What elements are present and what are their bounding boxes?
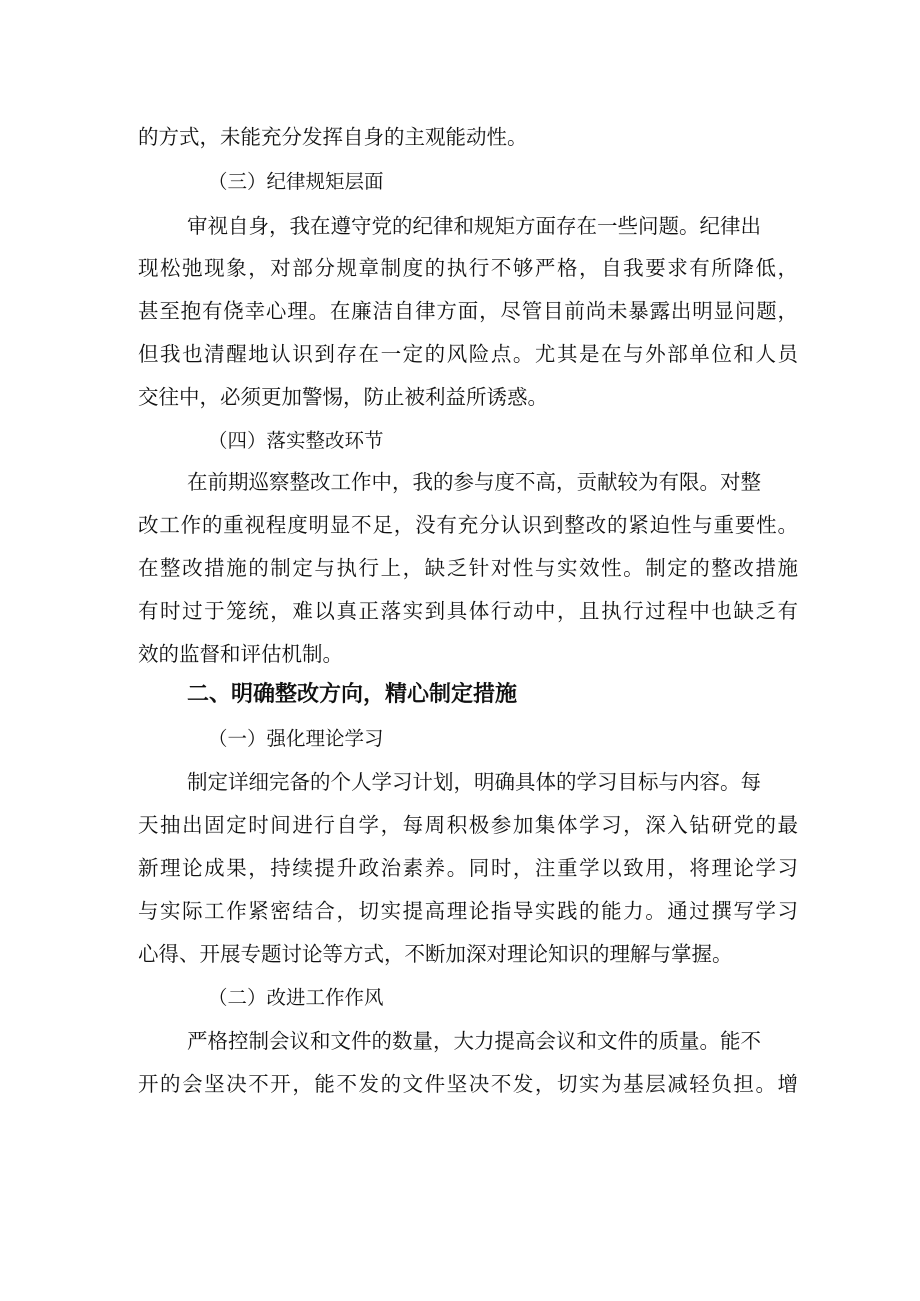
paragraph-line: 有时过于笼统，难以真正落实到具体行动中，且执行过程中也缺乏有 <box>138 599 798 623</box>
paragraph-line: 审视自身，我在遵守党的纪律和规矩方面存在一些问题。纪律出 <box>187 214 761 238</box>
subheading-rectification: （四）落实整改环节 <box>208 429 384 452</box>
paragraph-line: 但我也清醒地认识到存在一定的风险点。尤其是在与外部单位和人员 <box>138 342 798 366</box>
paragraph-line: 新理论成果，持续提升政治素养。同时，注重学以致用，将理论学习 <box>138 856 798 880</box>
subheading-work-style: （二）改进工作作风 <box>208 986 384 1009</box>
paragraph-line: 的方式，未能充分发挥自身的主观能动性。 <box>138 125 528 149</box>
paragraph-line: 在整改措施的制定与执行上，缺乏针对性与实效性。制定的整改措施 <box>138 556 798 580</box>
paragraph-line: 制定详细完备的个人学习计划，明确具体的学习目标与内容。每 <box>187 770 761 794</box>
paragraph-line: 与实际工作紧密结合，切实提高理论指导实践的能力。通过撰写学习 <box>138 899 798 923</box>
paragraph-line: 严格控制会议和文件的数量，大力提高会议和文件的质量。能不 <box>187 1029 761 1053</box>
paragraph-line: 现松弛现象，对部分规章制度的执行不够严格，自我要求有所降低， <box>138 256 798 280</box>
paragraph-line: 心得、开展专题讨论等方式，不断加深对理论知识的理解与掌握。 <box>138 942 733 966</box>
subheading-theory-study: （一）强化理论学习 <box>208 727 384 750</box>
paragraph-line: 在前期巡察整改工作中，我的参与度不高，贡献较为有限。对整 <box>187 470 761 494</box>
subheading-discipline: （三）纪律规矩层面 <box>208 170 384 193</box>
paragraph-line: 效的监督和评估机制。 <box>138 642 343 666</box>
paragraph-line: 交往中，必须更加警惕，防止被利益所诱惑。 <box>138 385 548 409</box>
paragraph-line: 甚至抱有侥幸心理。在廉洁自律方面，尽管目前尚未暴露出明显问题， <box>138 299 798 323</box>
paragraph-line: 改工作的重视程度明显不足，没有充分认识到整改的紧迫性与重要性。 <box>138 513 798 537</box>
paragraph-line: 开的会坚决不开，能不发的文件坚决不发，切实为基层减轻负担。增 <box>138 1072 798 1096</box>
section-heading: 二、明确整改方向，精心制定措施 <box>187 682 518 707</box>
paragraph-line: 天抽出固定时间进行自学，每周积极参加集体学习，深入钻研党的最 <box>138 813 798 837</box>
